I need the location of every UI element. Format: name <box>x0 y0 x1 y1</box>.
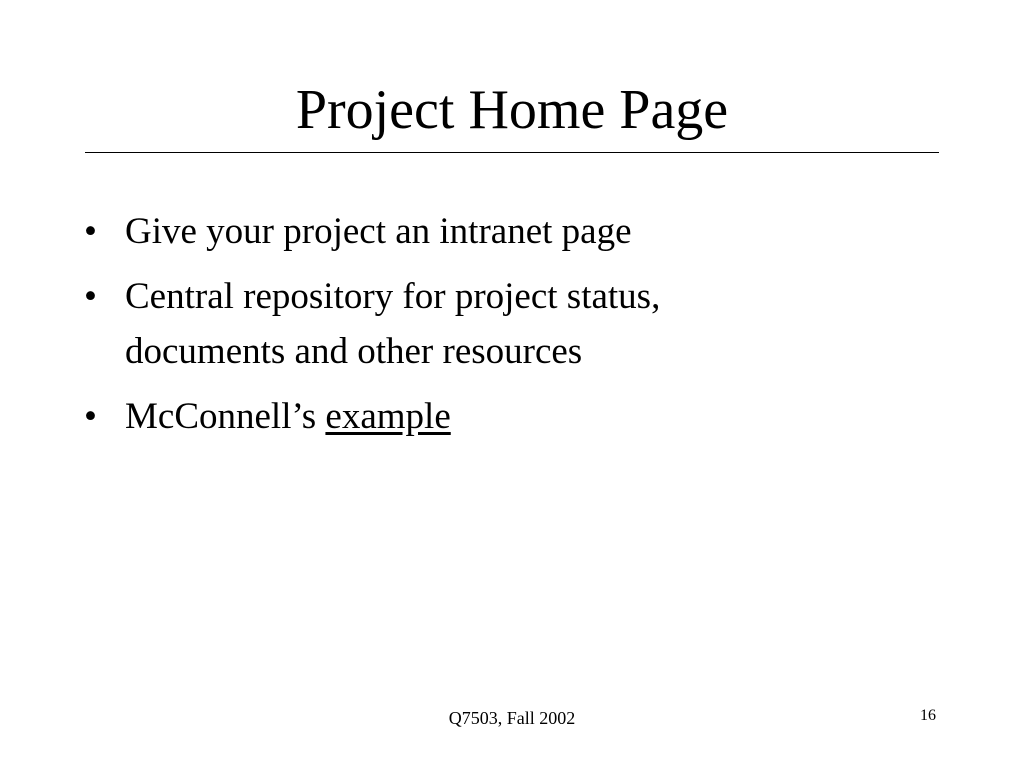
bullet-item-intranet-page <box>82 204 942 259</box>
page-number: 16 <box>920 707 936 724</box>
bullet-text: Central repository for project status, documents and other resources <box>125 276 661 372</box>
bullet-item-central-repository <box>82 269 825 379</box>
bullet-icon: • <box>84 396 97 437</box>
example-link[interactable]: example <box>325 396 451 437</box>
bullet-icon: • <box>84 211 97 252</box>
bullet-item-mcconnell-example <box>82 389 942 444</box>
bullet-icon: • <box>84 276 97 317</box>
slide-title: Project Home Page <box>295 79 729 141</box>
bullet-text: McConnell’s <box>125 396 326 437</box>
bullet-text: Give your project an intranet page <box>125 211 632 252</box>
title-divider <box>85 152 939 153</box>
slide-footer: Q7503, Fall 2002 <box>448 708 576 728</box>
bullet-list <box>82 204 942 454</box>
